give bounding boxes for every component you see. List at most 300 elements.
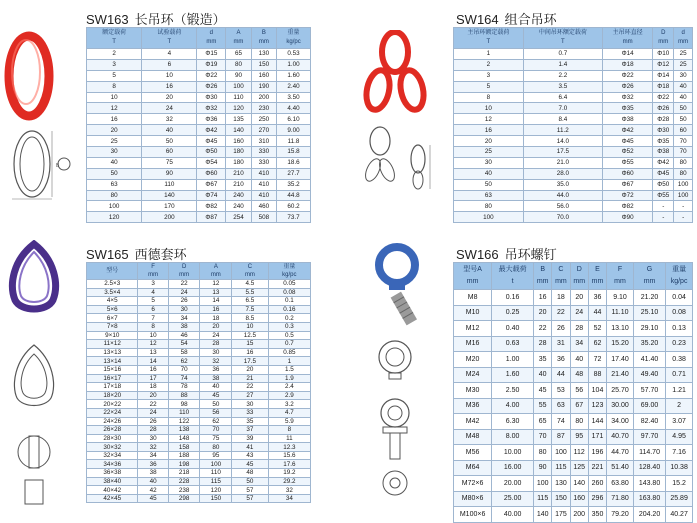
table-cell: 95 [200,451,232,460]
table-cell: 25.70 [607,383,634,399]
table-cell: 44.8 [277,190,311,201]
table-cell: 135 [226,114,251,125]
table-cell: 90 [534,460,552,476]
table-cell: 8 [138,322,168,331]
table-cell: 38 [168,322,200,331]
table-cell: 40.70 [607,429,634,445]
table-cell: 34.00 [607,414,634,430]
table-cell: 7 [138,314,168,323]
table-cell: 4 [142,49,197,60]
column-header-label: 重量 [287,30,300,36]
table-cell: 30 [232,400,269,409]
sw164-code: SW164 [456,12,499,27]
column-header-label: E [595,266,600,273]
column-header-unit: mm [179,272,190,278]
table-cell: 14.0 [523,136,602,147]
table-cell: 22 [138,400,168,409]
table-row [87,357,311,366]
table-cell: Φ30 [197,92,226,103]
table-cell: Φ50 [653,179,674,190]
table-cell: Φ26 [603,81,653,92]
table-cell: 18 [200,314,232,323]
table-cell: 26 [552,321,570,337]
table-cell: 10 [454,103,524,114]
table-cell: 100 [226,81,251,92]
table-cell: 180 [226,147,251,158]
table-cell: Φ45 [197,136,226,147]
column-header-unit: mm [555,278,567,285]
table-row [87,365,311,374]
table-cell: M56 [454,445,492,461]
table-cell: 29.10 [633,321,665,337]
table-cell: M8 [454,290,492,306]
table-row [454,352,693,368]
table-row [87,179,311,190]
column-header-unit: mm [678,39,689,45]
table-cell: 22 [552,305,570,321]
table-row [454,383,693,399]
table-cell: 43 [232,451,269,460]
table-header-row [454,28,693,49]
table-cell: 65 [226,49,251,60]
table-cell: 410 [251,179,276,190]
table-cell: 170 [142,201,197,212]
table-row [454,147,693,158]
table-cell: 80 [87,190,142,201]
table-cell: Φ15 [197,49,226,60]
table-cell: 115 [552,460,570,476]
table-cell: Φ22 [197,70,226,81]
table-cell: 0.3 [268,322,310,331]
table-cell: 45 [232,460,269,469]
column-header-label: 中间吊环额定载荷 [538,30,587,36]
table-cell: 24 [168,288,200,297]
table-cell: 22 [534,321,552,337]
table-cell: Φ67 [197,179,226,190]
table-cell: 12 [87,103,142,114]
table-cell: 160 [251,70,276,81]
table-cell: 100 [200,460,232,469]
column-header-unit: mm [643,278,656,285]
table-cell: 10 [142,70,197,81]
table-cell: 330 [251,147,276,158]
table-cell: 35.20 [633,336,665,352]
table-cell: Φ67 [603,179,653,190]
table-cell: 8.5 [232,314,269,323]
table-cell: 115 [200,477,232,486]
table-cell: 100 [454,212,524,223]
table-cell: 0.13 [666,321,693,337]
table-cell: 0.7 [268,340,310,349]
table-cell: 30 [168,305,200,314]
table-cell: 120 [226,103,251,114]
table-cell: 0.5 [268,331,310,340]
table-cell: 138 [168,426,200,435]
table-row [454,476,693,492]
column-header-unit: mm [206,39,217,45]
table-cell: 28 [570,321,588,337]
table-cell: 410 [251,168,276,179]
column-header [570,263,588,290]
master-link-drawing [2,125,80,203]
table-cell: M42 [454,414,492,430]
table-row [454,114,693,125]
svg-text:B: B [56,163,60,169]
table-cell: 150 [200,494,232,503]
column-header [552,263,570,290]
table-cell: 63 [454,190,524,201]
table-cell: 34 [168,314,200,323]
column-header-unit: t [511,278,514,285]
table-cell: 5 [138,297,168,306]
table-cell: 98 [168,400,200,409]
table-cell: 40 [534,367,552,383]
table-cell: 0.2 [268,314,310,323]
table-cell: 24 [138,408,168,417]
column-header-unit: kg/pc [286,39,301,45]
table-cell: Φ82 [603,201,653,212]
table-cell: 24 [570,305,588,321]
table-cell: 15×16 [87,365,138,374]
column-header-label: 重量 [283,264,296,270]
column-header [633,263,665,290]
table-cell: 11.8 [277,136,311,147]
table-cell: 1.60 [492,367,534,383]
table-cell: 2.50 [492,383,534,399]
table-row [454,59,693,70]
table-cell: 22 [168,280,200,289]
sw163-table [86,27,311,223]
table-cell: 42×45 [87,494,138,503]
table-row [454,507,693,523]
table-cell: 196 [588,445,606,461]
table-row [87,434,311,443]
table-cell: 20 [534,305,552,321]
table-cell: 36 [588,290,606,306]
table-row [87,374,311,383]
table-cell: 3.50 [277,92,311,103]
table-cell: 80 [226,59,251,70]
table-cell: 13.10 [607,321,634,337]
table-cell: 40 [674,81,693,92]
table-cell: 36 [200,365,232,374]
table-header-row [87,28,311,49]
table-cell: 2.5×3 [87,280,138,289]
table-row [87,212,311,223]
table-cell: 50 [87,168,142,179]
column-header-unit: mm [244,272,255,278]
table-cell: 250 [251,114,276,125]
table-cell: 115 [534,491,552,507]
table-cell: 6×7 [87,314,138,323]
table-cell: Φ18 [603,59,653,70]
table-cell: 460 [251,201,276,212]
column-header-unit: mm [466,278,479,285]
table-cell: 12.5 [232,331,269,340]
table-cell: Φ52 [603,147,653,158]
column-header [87,28,142,49]
column-header-label: G [646,266,653,273]
table-cell: 10.38 [666,460,693,476]
table-cell: 4.95 [666,429,693,445]
table-cell: 0.38 [666,352,693,368]
table-row [454,212,693,223]
table-cell: 0.85 [268,348,310,357]
table-cell: 20 [232,365,269,374]
table-cell: Φ28 [653,114,674,125]
table-row [87,417,311,426]
table-cell: 56.0 [523,201,602,212]
table-cell: 508 [251,212,276,223]
table-row [454,460,693,476]
column-header [588,263,606,290]
table-cell: 20 [570,290,588,306]
table-cell: 12 [200,280,232,289]
table-cell: 104 [588,383,606,399]
column-header-unit: kg/pc [282,272,297,278]
table-cell: 74 [552,414,570,430]
table-cell: 44 [552,367,570,383]
table-cell: 87 [552,429,570,445]
table-cell: 218 [168,469,200,478]
column-header [653,28,674,49]
table-cell: Φ54 [197,157,226,168]
table-cell: 0.40 [492,321,534,337]
column-header-label: B [261,30,266,36]
table-cell: 100 [674,190,693,201]
column-header-label: 重量 [672,266,687,273]
table-cell: Φ36 [197,114,226,125]
table-cell: M48 [454,429,492,445]
table-row [87,190,311,201]
table-cell: 11.10 [607,305,634,321]
table-cell: 0.08 [268,288,310,297]
column-header-label: D [661,30,666,36]
table-cell: 38 [200,374,232,383]
column-header-label: 主吊环直径 [612,30,643,36]
column-header-label: 型号A [463,266,482,273]
column-header-label: 主吊环额定载荷 [467,30,510,36]
table-cell: M12 [454,321,492,337]
table-cell: M16 [454,336,492,352]
table-cell: 80 [454,201,524,212]
table-cell: 35.2 [277,179,311,190]
table-cell: 67 [570,398,588,414]
table-cell: 65 [534,414,552,430]
sw165-code: SW165 [86,247,129,262]
table-cell: 29.2 [268,477,310,486]
table-cell: 40 [674,92,693,103]
column-header [138,263,168,280]
table-cell: 70.0 [523,212,602,223]
table-cell: 18 [138,383,168,392]
table-cell: 15.20 [607,336,634,352]
eye-bolt-drawing [365,335,437,507]
column-header-label: d [209,30,214,36]
table-row [87,297,311,306]
table-cell: Φ82 [197,201,226,212]
column-header [232,263,269,280]
table-cell: Φ22 [653,92,674,103]
table-cell: 16 [232,348,269,357]
table-row [87,81,311,92]
table-cell: 16 [200,305,232,314]
table-cell: 1.21 [666,383,693,399]
table-cell: Φ55 [603,157,653,168]
table-cell: 4.5 [232,280,269,289]
table-cell: 6.4 [523,92,602,103]
table-cell: 9.00 [277,125,311,136]
sw164-table [453,27,693,223]
column-header-label: A [236,30,241,36]
table-cell: Φ45 [653,168,674,179]
table-cell: 0.71 [666,367,693,383]
table-cell: 80 [674,157,693,168]
column-header-label: d [681,30,685,36]
table-cell: 5 [87,70,142,81]
table-cell: 228 [168,477,200,486]
table-cell: 254 [226,212,251,223]
table-cell: 17.40 [607,352,634,368]
table-cell: 125 [570,460,588,476]
table-cell: 45 [138,494,168,503]
table-cell: 32 [142,114,197,125]
table-cell: 175 [552,507,570,523]
table-row [454,336,693,352]
table-row [87,340,311,349]
thimble-photo [3,240,65,315]
table-cell: 44.70 [607,445,634,461]
thimble-drawing [3,340,65,510]
table-cell: 40×42 [87,486,138,495]
table-cell: 3.5×4 [87,288,138,297]
sw163-name: 长吊环（锻造） [134,12,226,27]
table-cell: 2 [87,49,142,60]
table-cell: 40.27 [666,507,693,523]
table-cell: 13 [138,348,168,357]
table-row [87,426,311,435]
table-cell: 17×18 [87,383,138,392]
table-cell: 160 [226,136,251,147]
table-cell: 50 [674,114,693,125]
table-row [87,70,311,81]
sw166-code: SW166 [456,247,499,262]
table-cell: Φ90 [603,212,653,223]
table-cell: 28.0 [523,168,602,179]
table-cell: Φ72 [603,190,653,201]
table-cell: 4×5 [87,297,138,306]
eye-bolt-photo [365,240,435,330]
table-row [454,92,693,103]
table-cell: 14 [200,297,232,306]
table-cell: 240 [226,201,251,212]
table-cell: M64 [454,460,492,476]
table-cell: 30×32 [87,443,138,452]
table-cell: 0.05 [268,280,310,289]
table-cell: 38 [138,469,168,478]
table-cell: Φ35 [653,136,674,147]
table-cell: 15 [232,340,269,349]
column-header [492,263,534,290]
table-row [454,414,693,430]
table-cell: 20 [138,391,168,400]
table-cell: 5×6 [87,305,138,314]
sw164-name: 组合吊环 [504,12,557,27]
column-header-label: D [576,266,582,273]
table-row [87,460,311,469]
table-cell: 56 [200,408,232,417]
table-row [87,443,311,452]
table-cell: 140 [142,190,197,201]
table-cell: 88 [168,391,200,400]
table-cell: 28 [138,426,168,435]
table-cell: 30 [454,157,524,168]
sw166-title [456,244,557,263]
table-row [87,157,311,168]
table-cell: 210 [226,168,251,179]
table-cell: 110 [168,408,200,417]
table-cell: 16 [138,365,168,374]
table-cell: 78 [168,383,200,392]
table-row [454,157,693,168]
table-cell: 45 [534,383,552,399]
table-cell: Φ45 [603,136,653,147]
table-cell: Φ35 [603,103,653,114]
table-cell: 44 [588,305,606,321]
sw165-name: 西德套环 [134,247,187,262]
table-cell: 70 [674,136,693,147]
table-cell: 122 [168,417,200,426]
sw165-title [86,244,187,263]
table-cell: 28×30 [87,434,138,443]
table-cell: Φ42 [603,125,653,136]
table-cell: 26 [138,417,168,426]
column-header-unit: kg/pc [670,278,688,285]
table-cell: - [674,212,693,223]
sw166-name: 吊环螺钉 [504,247,557,262]
table-cell: 62 [200,417,232,426]
column-header-label: 最大载荷 [498,266,527,273]
table-cell: 50 [454,179,524,190]
table-cell: 30 [674,70,693,81]
table-cell: 200 [251,92,276,103]
table-cell: 36×38 [87,469,138,478]
column-header-unit: mm [148,272,159,278]
table-cell: 1.4 [523,59,602,70]
table-cell: 7×8 [87,322,138,331]
table-row [87,391,311,400]
table-cell: 16×17 [87,374,138,383]
table-cell: 350 [588,507,606,523]
table-cell: 11 [268,434,310,443]
master-link-assembly-photo [350,30,440,115]
table-cell: 30 [138,434,168,443]
table-cell: 40 [142,125,197,136]
table-cell: 40 [200,383,232,392]
table-cell: Φ26 [197,81,226,92]
column-header-label: F [617,266,623,273]
column-header-label: C [558,266,564,273]
table-cell: 11×12 [87,340,138,349]
table-cell: 32 [200,357,232,366]
table-cell: 73.7 [277,212,311,223]
table-cell: 49.40 [633,367,665,383]
table-cell: 18.6 [277,157,311,168]
table-row [87,331,311,340]
table-cell: 17 [138,374,168,383]
table-row [454,136,693,147]
table-cell: 4 [138,288,168,297]
